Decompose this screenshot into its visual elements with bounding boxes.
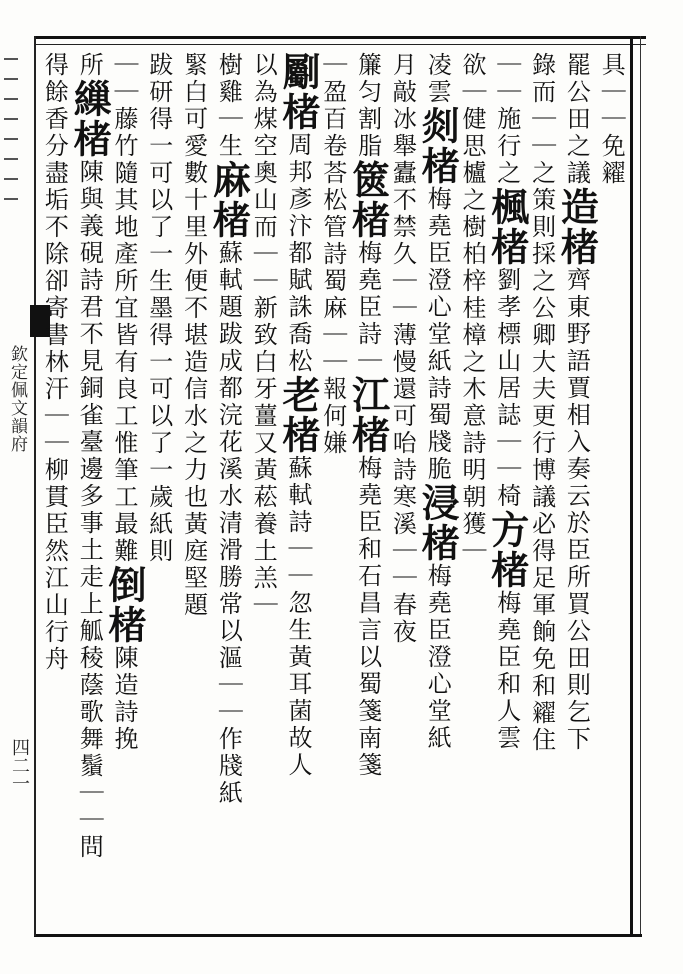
frame-top-border (34, 36, 646, 39)
text-column (67, 52, 113, 927)
column-text (415, 52, 461, 927)
entry-text: 簾匀割脂 (353, 52, 382, 160)
entry-text: 梅堯臣和石昌言以蜀箋南箋 (353, 455, 382, 779)
entry-text: 樹雞｜生 (214, 52, 243, 160)
entry-text: 齊東野語賈相入奏云於臣所買公田則乞下 (562, 267, 591, 753)
entry-text: 蠹不禁久｜｜薄慢還可咍 (388, 160, 417, 457)
text-column (276, 52, 321, 927)
entry-text: 周邦彥汴都賦誅喬松 (284, 132, 312, 375)
entry-text: 具｜｜免糴 (597, 52, 626, 187)
entry-text: ｜｜藤竹隨其地產所宜皆有良工惟筆工最難 (110, 52, 138, 565)
column-text (345, 52, 391, 927)
entry-text: 欲｜健思 (458, 52, 486, 160)
column-text (591, 52, 631, 927)
column-text (313, 52, 353, 927)
entry-headword: 倒楮 (102, 565, 147, 645)
entry-headword: 浸楮 (415, 483, 461, 563)
text-column (345, 52, 391, 927)
text-column (206, 52, 252, 927)
entry-text: 陳造詩挽 (110, 645, 138, 753)
entry-headword: 老楮 (276, 375, 321, 455)
entry-text: 之公卿大夫更行博議必得足軍餉免和糴住 (527, 268, 556, 754)
entry-text: 凌雲 (423, 52, 452, 106)
text-column (522, 52, 562, 927)
text-column (591, 52, 631, 927)
entry-text: 跋研得一可以了一生墨得一可以了一歲紙則 (144, 52, 173, 565)
entry-text: 意詩明朝獲｜ (458, 403, 486, 565)
entry-text: 梅堯臣澄心堂紙詩蜀牋脆 (423, 186, 452, 483)
frame-right-inner-border (640, 36, 641, 936)
entry-text: 月敲冰舉 (388, 52, 417, 160)
entry-text: 得 (40, 52, 69, 79)
entry-headword: 麻楮 (206, 160, 252, 240)
column-text (139, 52, 179, 927)
text-column (139, 52, 179, 927)
entry-headword: 江楮 (345, 375, 391, 455)
column-text (522, 52, 562, 927)
entry-headword: 劚楮 (276, 52, 321, 132)
entry-headword: 造楮 (554, 187, 600, 267)
entry-headword: 篋楮 (345, 160, 391, 240)
entry-text: 錄而｜｜之策則採 (527, 52, 556, 268)
entry-text: 荅松管詩蜀麻｜｜報何嫌 (318, 160, 347, 457)
entry-text: 劉孝標山居誌｜｜椅 (492, 267, 521, 510)
column-text (174, 52, 214, 927)
column-text (206, 52, 252, 927)
gutter-tick-marks (0, 40, 22, 300)
entry-headword: 方楮 (484, 510, 530, 590)
text-column (174, 52, 214, 927)
entry-text: 櫨之樹柏梓桂樟之木 (458, 160, 486, 403)
entry-text: 罷公田之議 (562, 52, 591, 187)
entry-headword: 繅楮 (67, 79, 113, 159)
text-column (313, 52, 353, 927)
entry-text: 新致白牙薑又黃菘養土羔｜ (249, 295, 278, 619)
entry-text: 所 (75, 52, 104, 79)
text-column (102, 52, 147, 927)
entry-text: 蘇軾詩｜｜忽生黃耳菌故人 (284, 455, 312, 779)
column-text (276, 52, 321, 927)
text-column (415, 52, 461, 927)
entry-headword: 楓楮 (484, 187, 530, 267)
frame-bottom-border (34, 934, 642, 937)
entry-text: 陳與義硯詩君不見銅雀臺邊多事土走上觚稜蔭歌舞 (75, 159, 104, 753)
entry-text: ｜｜施行之 (492, 52, 521, 187)
text-column (34, 52, 74, 927)
entry-text: 蘇軾題跋成都浣花溪水清滑勝常以漚｜｜作牋紙 (214, 240, 243, 807)
entry-text: 以為煤空奧山而｜｜ (249, 52, 278, 295)
text-column (554, 52, 600, 927)
column-text (34, 52, 74, 927)
text-column (484, 52, 530, 927)
column-text (67, 52, 113, 927)
entry-text: ｜盈百卷 (318, 52, 347, 160)
entry-text: 緊白可愛數十里外便不堪造信水之力也黃庭堅題 (179, 52, 208, 619)
column-text (484, 52, 530, 927)
entry-text: 餘香分盡垢不除卻寄書林汗｜｜柳貫臣然江山行舟 (40, 79, 69, 673)
folio-number: 四二一 (9, 738, 30, 792)
entry-text: 梅堯臣和人雲 (492, 590, 521, 752)
entry-text: 梅堯臣詩｜ (353, 240, 382, 375)
entry-text: 詩寒溪｜｜春夜 (388, 457, 417, 646)
entry-headword: 剡楮 (415, 106, 461, 186)
entry-text: 梅堯臣澄心堂紙 (423, 563, 452, 752)
entry-text: 鬚｜｜問 (75, 753, 104, 861)
column-text (554, 52, 600, 927)
frame-top-inner-border (34, 44, 646, 45)
column-text (102, 52, 147, 927)
margin-book-title: 欽定佩文韻府 (7, 345, 27, 453)
